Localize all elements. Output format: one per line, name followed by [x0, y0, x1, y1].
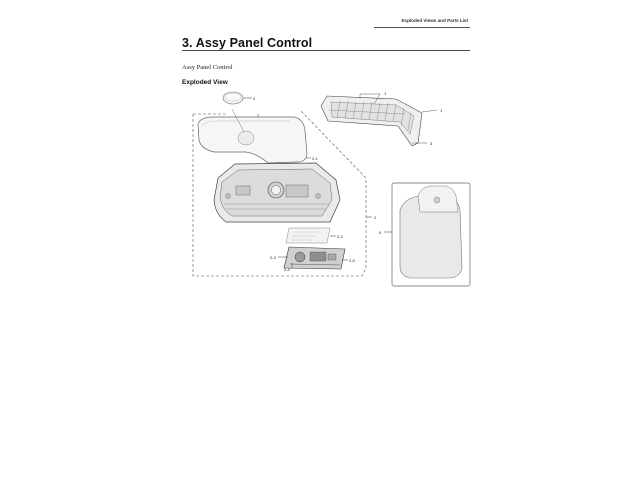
- grille-part: [321, 91, 443, 146]
- display-frame-part: [214, 163, 340, 222]
- callout-cabinet: 0: [379, 230, 382, 235]
- page-header: Exploded Views and Parts List: [401, 18, 468, 23]
- pcb-part: [270, 247, 356, 272]
- callout-assy-bracket: 2: [374, 215, 377, 220]
- knob-part: [223, 92, 256, 104]
- callout-sheet: 2-2: [337, 234, 343, 239]
- panel-cover-part: [198, 109, 319, 163]
- callout-pcb-left: 2-3: [270, 255, 276, 260]
- callout-pcb-bottom: 2-4: [284, 267, 290, 272]
- callout-grille-bottom: 3: [430, 141, 433, 146]
- exploded-view-title: Exploded View: [182, 79, 228, 86]
- sheet-part: [286, 228, 344, 243]
- callout-pcb-right: 2-5: [349, 258, 355, 263]
- callout-panel-cover: 2-1: [312, 156, 318, 161]
- subsection-title: Assy Panel Control: [182, 64, 233, 71]
- callout-grille-top: 1: [384, 91, 387, 96]
- section-title: 3. Assy Panel Control: [182, 36, 313, 50]
- callout-grille-right: 1: [440, 108, 443, 113]
- callout-knob: 4: [253, 96, 256, 101]
- cabinet-box: [379, 183, 470, 286]
